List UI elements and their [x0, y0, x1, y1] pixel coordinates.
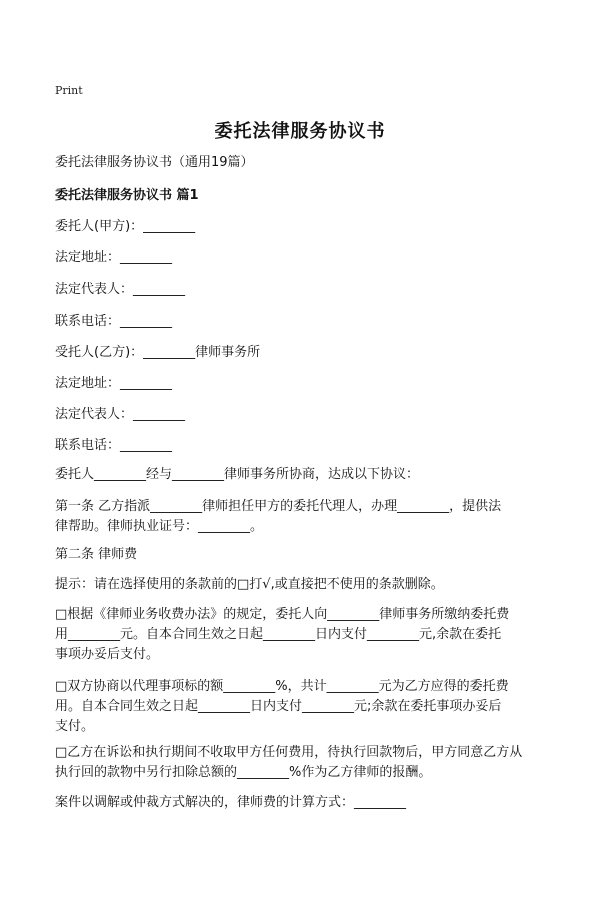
option-1-line-3: 事项办妥后支付。	[55, 647, 160, 662]
option-2-line-2: 用。自本合同生效之日起________日内支付________元;余款在委托事项办妥后	[55, 699, 502, 714]
option-2-line-1: □双方协商以代理事项标的额________%，共计________元为乙方应得的委托费	[55, 679, 509, 694]
mediation-fee-line: 案件以调解或仲裁方式解决的，律师费的计算方式：________	[55, 795, 407, 810]
party-a-phone-line: 联系电话：________	[55, 314, 173, 329]
party-b-line: 受托人(乙方)：________律师事务所	[55, 345, 261, 360]
print-label: Print	[55, 84, 83, 97]
option-3-line-1: □乙方在诉讼和执行期间不收取甲方任何费用，待执行回款物后，甲方同意乙方从	[55, 745, 523, 760]
party-b-representative-line: 法定代表人：________	[55, 407, 186, 422]
option-3-line-2: 执行回的款物中另行扣除总额的________%作为乙方律师的报酬。	[55, 765, 432, 780]
party-b-address-line: 法定地址：________	[55, 376, 173, 391]
hint-line: 提示：请在选择使用的条款前的□打√,或直接把不使用的条款删除。	[55, 577, 444, 592]
section-heading: 委托法律服务协议书 篇1	[55, 188, 199, 203]
option-1-line-1: □根据《律师业务收费办法》的规定，委托人向________律师事务所缴纳委托费	[55, 607, 510, 622]
party-a-address-line: 法定地址：________	[55, 250, 173, 265]
document-subtitle: 委托法律服务协议书（通用19篇）	[55, 155, 254, 170]
document-title: 委托法律服务协议书	[214, 121, 386, 142]
party-b-phone-line: 联系电话：________	[55, 438, 173, 453]
party-a-representative-line: 法定代表人：________	[55, 282, 186, 297]
agreement-intro-line: 委托人________经与________律师事务所协商，达成以下协议：	[55, 467, 420, 482]
option-2-line-3: 支付。	[55, 719, 95, 734]
article-1-line-2: 律帮助。律师执业证号：________。	[55, 519, 264, 534]
article-1-line-1: 第一条 乙方指派________律师担任甲方的委托代理人，办理________，提供法	[55, 499, 502, 514]
option-1-line-2: 用________元。自本合同生效之日起________日内支付________元,余款在委托	[55, 627, 502, 642]
article-2-heading: 第二条 律师费	[55, 547, 138, 562]
party-a-line: 委托人(甲方)：________	[55, 219, 196, 234]
